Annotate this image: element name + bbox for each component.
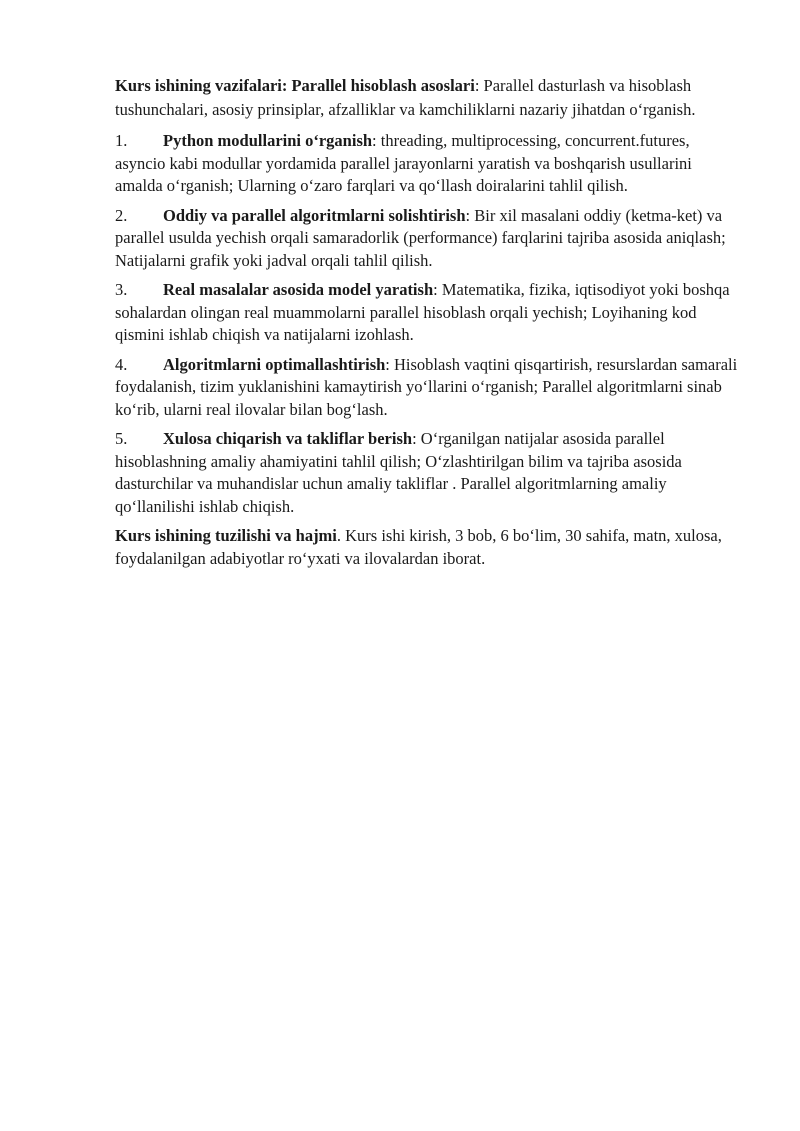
list-item-1 [115,130,740,198]
list-item-title: Real masalalar asosida model yaratish [163,280,434,299]
structure-text: . Kurs ishi kirish, 3 bob, 6 bo‘lim, 30 sahifa, matn, xulosa, foydalanilgan adabiyotlar ro‘yxati va ilovalardan iborat. [115,526,722,568]
structure-paragraph [115,525,740,570]
list-item-title: Python modullarini o‘rganish [163,131,373,150]
intro-paragraph [115,74,740,122]
document-page [115,74,740,577]
list-item-number: 1. [115,131,128,150]
list-item-title: Oddiy va parallel algoritmlarni solishtirish [163,205,466,225]
intro-text: : Parallel dasturlash va hisoblash tushunchalari, asosiy prinsiplar, afzalliklar va kamchiliklarni nazariy jihatdan o‘rganish. [115,76,696,119]
list-item-text: : Bir xil masalani oddiy (ketma-ket) va parallel usulda yechish orqali samaradorlik (performance) farqlarini tajriba asosida aniqlash; Natijalarni grafik yoki jadval orqali tahlil qilish. [115,205,726,270]
structure-heading: Kurs ishining tuzilishi va hajmi [115,526,337,545]
list-item-text: : threading, multiprocessing, concurrent.futures, asyncio kabi modullar yordamida parallel jarayonlarni yaratish va boshqarish usullarini amalda o‘rganish; Ularning o‘zaro farqlari va qo‘llash doiralarini tahlil qilish. [115,131,692,195]
list-item-title: Xulosa chiqarish va takliflar berish [163,429,413,448]
list-item-text: : Matematika, fizika, iqtisodiyot yoki boshqa sohalardan olingan real muammolarni parallel hisoblash orqali yechish; Loyihaning kod qismini ishlab chiqish va natijalarni izohlash. [115,280,730,344]
list-item-3 [115,279,740,347]
list-item-number: 3. [115,280,128,299]
list-item-number: 5. [115,429,128,448]
list-item-5 [115,428,740,518]
list-item-2 [115,205,740,273]
list-item-4 [115,354,740,422]
list-item-text: : Hisoblash vaqtini qisqartirish, resurslardan samarali foydalanish, tizim yuklanishini kamaytirish yo‘llarini o‘rganish; Parallel algoritmlarni sinab ko‘rib, ularni real ilovalar bilan bog‘lash. [115,354,738,419]
list-item-title: Algoritmlarni optimallashtirish [163,354,386,374]
list-item-number: 4. [115,354,128,374]
intro-heading: Kurs ishining vazifalari: Parallel hisoblash asoslari [115,76,475,95]
list-item-number: 2. [115,205,128,225]
list-item-text: : O‘rganilgan natijalar asosida parallel hisoblashning amaliy ahamiyatini tahlil qilish; O‘zlashtirilgan bilim va tajriba asosida dasturchilar va muhandislar uchun amaliy takliflar . Parallel algoritmlarning amaliy qo‘llanilishi ishlab chiqish. [115,429,682,516]
